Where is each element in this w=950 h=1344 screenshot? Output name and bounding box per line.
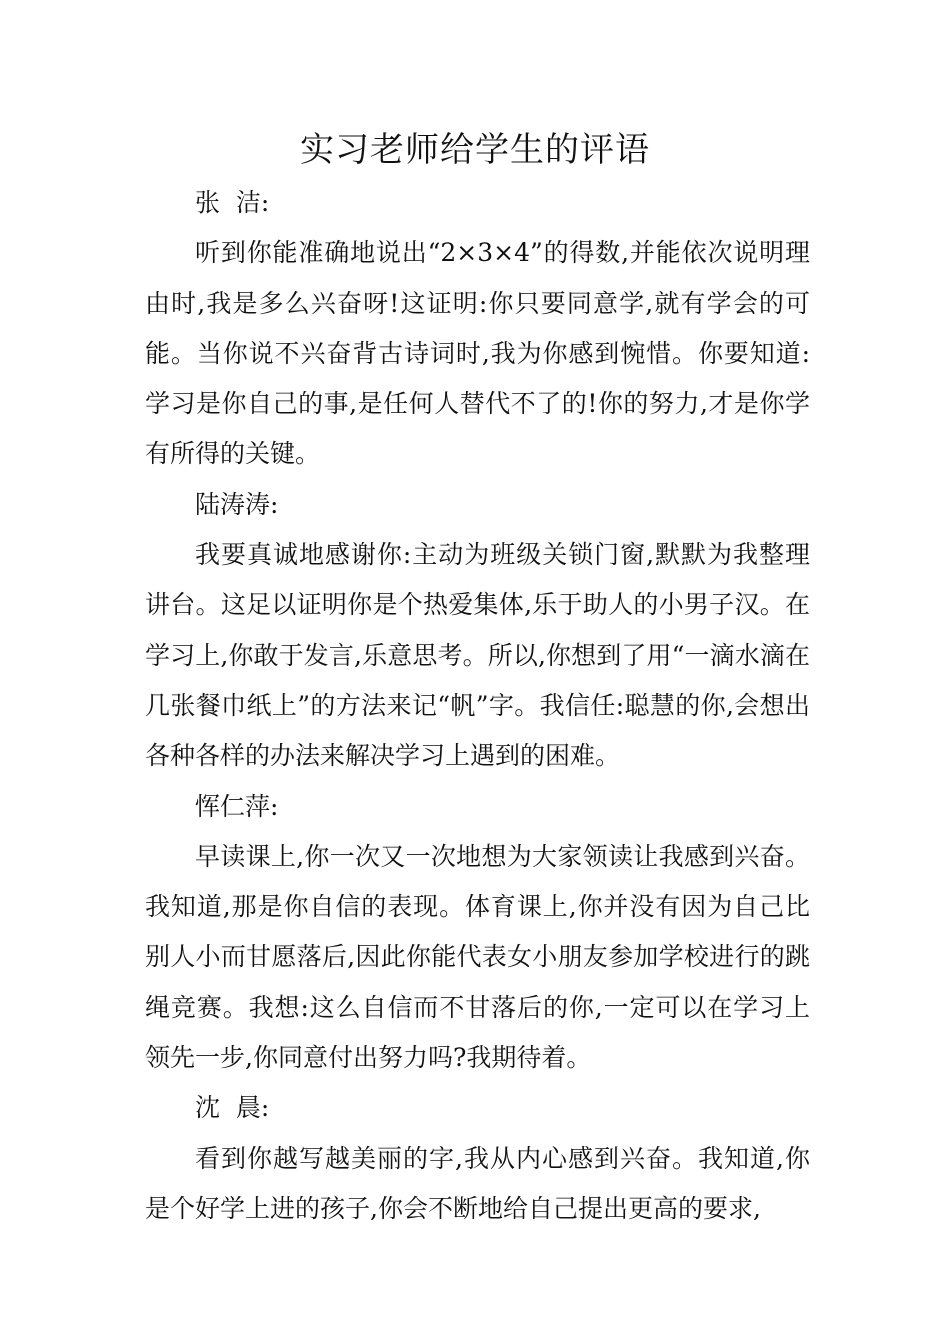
student-name-1: 张 洁: (195, 188, 270, 217)
comment-paragraph-1: 听到你能准确地说出“2×3×4”的得数,并能依次说明理由时,我是多么兴奋呀!这证明:你只要同意学,就有学会的可能。当你说不兴奋背古诗词时,我为你感到惋惜。你要知道:学习是你自己的事,是任何人替代不了的!你的努力,才是你学有所得的关键。 (145, 238, 810, 469)
comment-paragraph-2: 我要真诚地感谢你:主动为班级关锁门窗,默默为我整理讲台。这足以证明你是个热爱集体,乐于助人的小男子汉。在学习上,你敢于发言,乐意思考。所以,你想到了用“一滴水滴在几张餐巾纸上”的方法来记“帆”字。我信任:聪慧的你,会想出各种各样的办法来解决学习上遇到的困难。 (145, 540, 810, 771)
student-name-4: 沈 晨: (195, 1093, 270, 1123)
document-body (145, 178, 810, 1234)
comment-paragraph-3: 早读课上,你一次又一次地想为大家领读让我感到兴奋。我知道,那是你自信的表现。体育课上,你并没有因为自己比别人小而甘愿落后,因此你能代表女小朋友参加学校进行的跳绳竞赛。我想:这么自信而不甘落后的你,一定可以在学习上领先一步,你同意付出努力吗?我期待着。 (145, 841, 810, 1073)
student-name-2: 陆涛涛: (195, 489, 279, 519)
student-name-3: 恽仁萍: (195, 791, 279, 821)
document-title: 实习老师给学生的评语 (300, 130, 650, 170)
comment-paragraph-4: 看到你越写越美丽的字,我从内心感到兴奋。我知道,你是个好学上进的孩子,你会不断地给自己提出更高的要求, (145, 1143, 810, 1223)
